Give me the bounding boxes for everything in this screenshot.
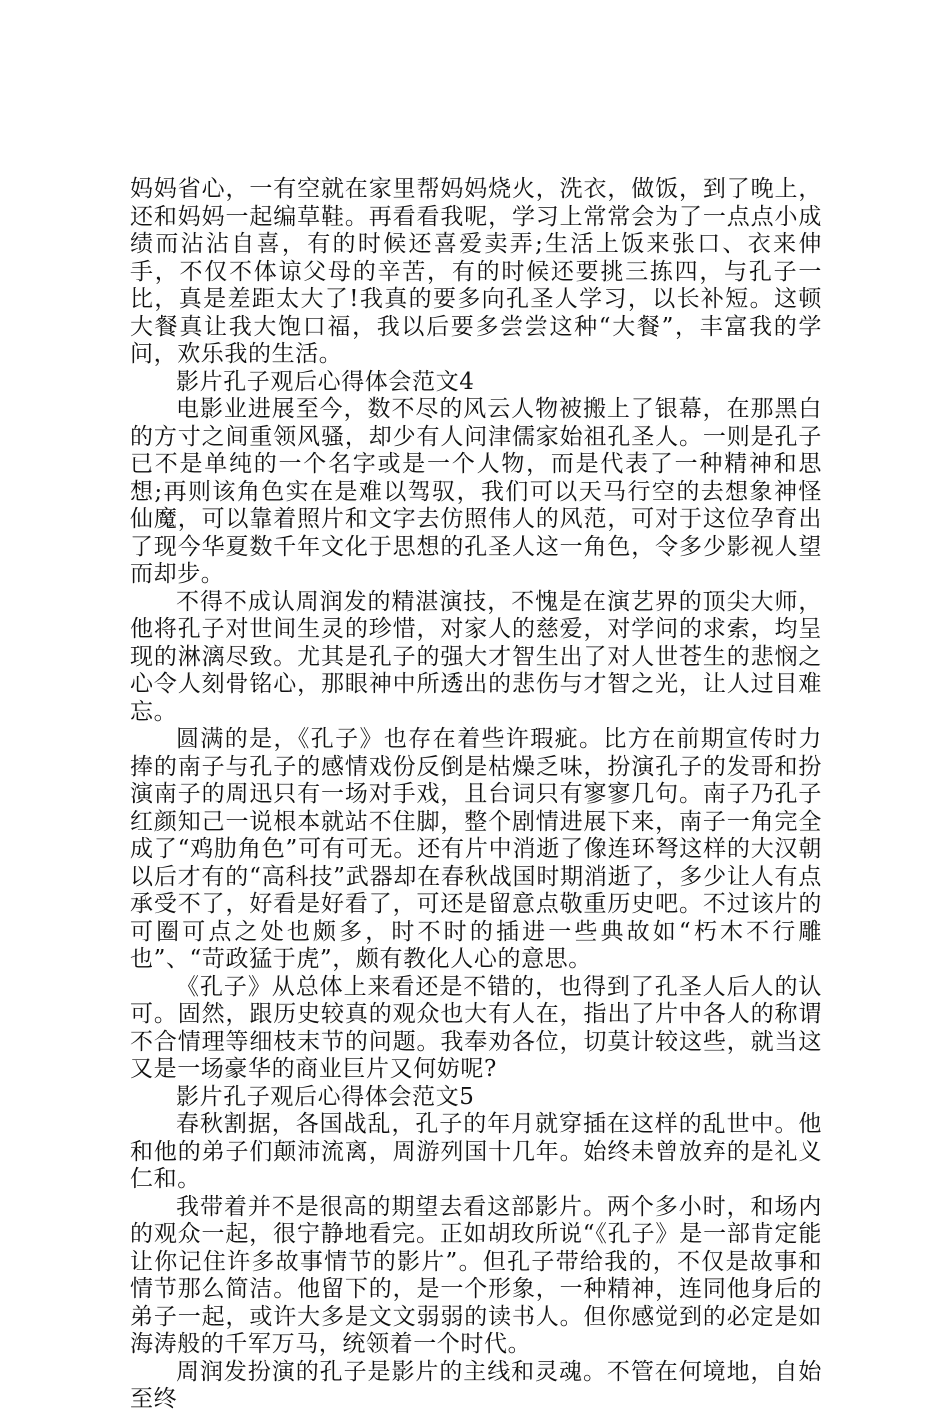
paragraph: 圆满的是，《孔子》也存在着些许瑕疵。比方在前期宣传时力捧的南子与孔子的感情戏份反倒是枯燥乏味，扮演孔子的发哥和扮演南子的周迅只有一场对手戏，且台词只有寥寥几句。南子乃孔子红颜知己一说根本就站不住脚，整个剧情进展下来，南子一角完全成了“鸡肋角色”可有可无。还有片中消逝了像连环弩这样的大汉朝以后才有的“高科技”武器却在春秋战国时期消逝了，多少让人有点承受不了，好看是好看了，可还是留意点敬重历史吧。不过该片的可圈可点之处也颇多，时不时的插进一些典故如“朽木不行雕也”、“苛政猛于虎”，颇有教化人心的意思。 <box>130 726 822 972</box>
paragraph-truncated: 周润发扮演的孔子是影片的主线和灵魂。不管在何境地，自始至终 <box>130 1358 822 1412</box>
paragraph: 春秋割据，各国战乱，孔子的年月就穿插在这样的乱世中。他和他的弟子们颠沛流离，周游列国十几年。始终未曾放弃的是礼义仁和。 <box>130 1111 822 1192</box>
paragraph: 我带着并不是很高的期望去看这部影片。两个多小时，和场内的观众一起，很宁静地看完。正如胡玫所说“《孔子》是一部肯定能让你记住许多故事情节的影片”。但孔子带给我的，不仅是故事和情节那么简洁。他留下的，是一个形象，一种精神，连同他身后的弟子一起，或许大多是文文弱弱的读书人。但你感觉到的必定是如海涛般的千军万马，统领着一个时代。 <box>130 1193 822 1357</box>
section-heading-4: 影片孔子观后心得体会范文4 <box>176 368 475 395</box>
paragraph: 《孔子》从总体上来看还是不错的，也得到了孔圣人后人的认可。固然，跟历史较真的观众也大有人在，指出了片中各人的称谓不合情理等细枝末节的问题。我奉劝各位，切莫计较这些，就当这又是一场豪华的商业巨片又何妨呢? <box>130 973 822 1082</box>
paragraph: 电影业进展至今，数不尽的风云人物被搬上了银幕，在那黑白的方寸之间重领风骚，却少有人问津儒家始祖孔圣人。一则是孔子已不是单纯的一个名字或是一个人物，而是代表了一种精神和思想;再则该角色实在是难以驾驭，我们可以天马行空的去想象神怪仙魔，可以靠着照片和文字去仿照伟人的风范，可对于这位孕育出了现今华夏数千年文化于思想的孔圣人这一角色，令多少影视人望而却步。 <box>130 396 822 587</box>
paragraph-continued: 妈妈省心，一有空就在家里帮妈妈烧火，洗衣，做饭，到了晚上，还和妈妈一起编草鞋。再看看我呢，学习上常常会为了一点点小成绩而沾沾自喜，有的时候还喜爱卖弄;生活上饭来张口、衣来伸手，不仅不体谅父母的辛苦，有的时候还要挑三拣四，与孔子一比，真是差距太大了!我真的要多向孔圣人学习，以长补短。这顿大餐真让我大饱口福，我以后要多尝尝这种“大餐”，丰富我的学问，欢乐我的生活。 <box>130 176 822 367</box>
document-body <box>130 176 822 1414</box>
paragraph: 不得不成认周润发的精湛演技，不愧是在演艺界的顶尖大师，他将孔子对世间生灵的珍惜，对家人的慈爱，对学问的求索，均呈现的淋漓尽致。尤其是孔子的强大才智生出了对人世苍生的悲悯之心令人刻骨铭心，那眼神中所透出的悲伤与才智之光，让人过目难忘。 <box>130 588 822 725</box>
section-heading-5: 影片孔子观后心得体会范文5 <box>176 1083 475 1110</box>
